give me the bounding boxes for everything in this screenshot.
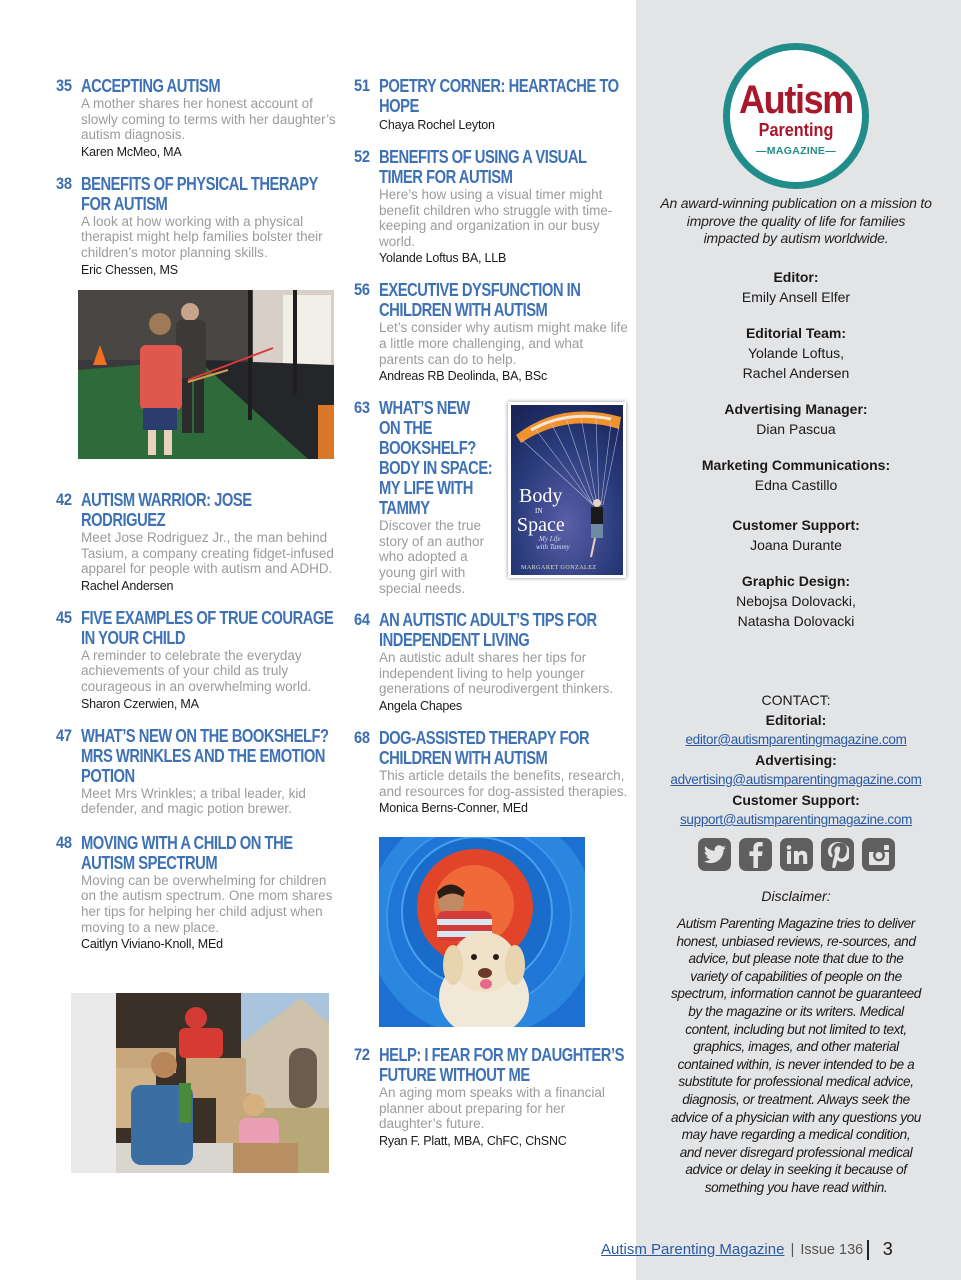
svg-text:IN: IN [535,507,543,515]
toc-entry[interactable] [56,833,336,952]
magazine-name-link[interactable]: Autism Parenting Magazine [601,1241,785,1258]
instagram-icon[interactable] [862,838,895,871]
article-title[interactable]: BENEFITS OF PHYSICAL THERAPY FOR AUTISM [81,173,318,214]
article-description: A reminder to celebrate the everyday achievements of your child as truly courageous in an overwhelming world. [81,647,312,694]
article-description: A mother shares her honest account of slowly coming to terms with her daughter’s autism diagnosis. [81,96,336,143]
page-number: 48 [56,832,72,852]
contact-section [660,690,932,830]
article-author: Karen McMeo, MA [81,144,182,159]
page-number: 47 [56,725,72,745]
page-number: 35 [56,76,72,95]
page-footer [601,1239,893,1260]
svg-text:with Tammy: with Tammy [536,543,570,551]
support-email-link[interactable]: support@autismparentingmagazine.com [679,812,913,827]
facebook-icon[interactable] [739,838,772,871]
social-icons [698,838,895,871]
contact-label: Editorial: [765,712,827,728]
staff-name: Nebojsa Dolovacki, [736,593,856,609]
footer-divider [867,1240,869,1260]
staff-role: Advertising Manager: [724,401,868,417]
article-author: Andreas RB Deolinda, BA, BSc [379,369,548,384]
article-title[interactable]: WHAT’S NEW ON THE BOOKSHELF? BODY IN SPACE: MY LIFE WITH TAMMY [379,398,493,519]
article-author: Yolande Loftus BA, LLB [379,251,507,266]
article-author: Ryan F. Platt, MBA, ChFC, ChSNC [379,1133,567,1148]
page-number: 72 [354,1045,370,1064]
staff-role: Editor: [773,269,819,285]
tagline: An award-winning publication on a mission to improve the quality of life for families impacted by autism worldwide. [660,195,932,246]
page-number: 51 [354,76,370,95]
toc-entry[interactable] [354,610,629,714]
footer-separator: | [790,1241,795,1258]
staff-role: Customer Support: [732,517,860,533]
toc-entry[interactable] [56,608,336,712]
autism-parenting-logo[interactable] [723,43,869,189]
article-description: Meet Jose Rodriguez Jr., the man behind Tasium, a company creating fidget-infused apparel for people with autism and ADHD. [81,530,334,577]
staff-name: Emily Ansell Elfer [741,289,851,305]
page-number: 56 [354,280,370,300]
disclaimer-heading: Disclaimer: [761,888,831,904]
toc-entry[interactable] [354,728,629,816]
moving-family-photo [71,993,329,1173]
article-title[interactable]: AUTISM WARRIOR: JOSE RODRIGUEZ [81,490,252,530]
issue-number: Issue 136 [800,1241,864,1258]
page-number: 68 [354,727,370,747]
article-description: A look at how working with a physical therapist might help families bolster their children’s motor planning skills. [81,213,323,260]
article-description: Let’s consider why autism might make life a little more challenging, and what parents can do to help. [379,320,628,367]
toc-entry[interactable] [56,76,336,160]
toc-entry[interactable] [354,76,629,133]
toc-entry[interactable] [354,280,629,384]
article-title[interactable]: EXECUTIVE DYSFUNCTION IN CHILDREN WITH AUTISM [379,280,581,321]
toc-entry[interactable] [56,726,336,817]
article-author: Sharon Czerwien, MA [81,696,199,711]
toc-entry[interactable] [56,490,336,594]
article-description: This article details the benefits, research, and resources for dog-assisted therapies. [379,767,628,799]
staff-name: Dian Pascua [756,421,836,437]
page-number: 52 [354,147,370,166]
dog-tunnel-photo [379,837,585,1027]
page-number: 42 [56,490,72,509]
article-title[interactable]: BENEFITS OF USING A VISUAL TIMER FOR AUTISM [379,147,587,187]
svg-text:Body: Body [519,485,563,507]
article-title[interactable]: ACCEPTING AUTISM [81,76,221,96]
article-author: Eric Chessen, MS [81,262,178,277]
staff-name: Yolande Loftus, [747,345,844,361]
page-number: 64 [354,610,370,630]
logo-line-parenting: Parenting [758,120,834,140]
page-number-footer: 3 [882,1239,893,1259]
toc-entry[interactable] [354,147,629,266]
advertising-email-link[interactable]: advertising@autismparentingmagazine.com [670,772,922,787]
toc-middle-column-lower [354,1045,629,1163]
svg-text:MARGARET GONZALEZ: MARGARET GONZALEZ [521,565,597,571]
article-description: An autistic adult shares her tips for independent living to help younger generations of neurodivergent thinkers. [379,650,614,697]
logo-line-magazine: —MAGAZINE— [756,145,836,157]
toc-entry[interactable] [354,1045,629,1149]
staff-list [660,267,932,631]
disclaimer-text: Autism Parenting Magazine tries to deliver honest, unbiased reviews, re-sources, and advice, but please note that due to the variety of capabilities of people on the spectrum, information cannot be guaranteed by the magazine or its writers. Medical content, including but not limited to text, graphics, images, and other material contained within, is never intended to be a substitute for professional medical advice, diagnosis, or treatment. Always seek the advice of a physician with any questions you may have regarding a medical condition, and never disregard professional medical advice or delay in seeking it because of something you have read within. [671,916,921,1195]
staff-role: Graphic Design: [741,573,851,589]
staff-name: Natasha Dolovacki [737,613,855,629]
toc-left-column-lower [56,490,336,966]
article-description: Moving can be overwhelming for children on the autism spectrum. One mom shares her tips for helping her child adjust when moving to a new place. [81,872,333,935]
linkedin-icon[interactable] [780,838,813,871]
article-title[interactable]: WHAT’S NEW ON THE BOOKSHELF? MRS WRINKLES AND THE EMOTION POTION [81,725,329,786]
editorial-email-link[interactable]: editor@autismparentingmagazine.com [685,732,907,747]
contact-heading: CONTACT: [761,692,831,708]
physical-therapy-photo [78,290,334,459]
article-title[interactable]: AN AUTISTIC ADULT’S TIPS FOR INDEPENDENT LIVING [379,610,597,651]
logo-line-autism: Autism [739,78,853,122]
staff-name: Rachel Andersen [742,365,850,381]
contact-label: Customer Support: [732,792,860,808]
toc-left-column [56,76,336,296]
article-title[interactable]: FIVE EXAMPLES OF TRUE COURAGE IN YOUR CHILD [81,607,334,648]
staff-role: Editorial Team: [745,325,847,341]
article-author: Rachel Andersen [81,578,174,593]
toc-entry[interactable] [56,174,336,278]
article-title[interactable]: DOG-ASSISTED THERAPY FOR CHILDREN WITH AUTISM [379,727,590,768]
staff-role: Marketing Communications: [701,457,891,473]
article-description: Discover the true story of an author who adopted a young girl with special needs. [379,518,485,596]
article-description: Here’s how using a visual timer might benefit children who struggle with time-keeping and organization in our busy world. [379,187,613,249]
staff-name: Edna Castillo [754,477,838,493]
book-cover-body-in-space [508,402,626,578]
article-title[interactable]: HELP: I FEAR FOR MY DAUGHTER’S FUTURE WITHOUT ME [379,1045,624,1085]
svg-text:Space: Space [517,514,565,536]
svg-text:My Life: My Life [539,535,561,543]
article-author: Caitlyn Viviano-Knoll, MEd [81,937,223,952]
article-title[interactable]: MOVING WITH A CHILD ON THE AUTISM SPECTRUM [81,832,293,873]
pinterest-icon[interactable] [821,838,854,871]
page-number: 63 [354,398,370,418]
article-description: Meet Mrs Wrinkles; a tribal leader, kid defender, and magic potion brewer. [81,785,306,817]
twitter-icon[interactable] [698,838,731,871]
article-author: Angela Chapes [379,698,462,713]
page-number: 38 [56,173,72,193]
staff-name: Joana Durante [750,537,842,553]
article-description: An aging mom speaks with a financial planner about preparing for her daughter’s future. [379,1085,605,1132]
page-number: 45 [56,607,72,627]
contact-label: Advertising: [755,752,837,768]
article-author: Chaya Rochel Leyton [379,118,495,132]
article-title[interactable]: POETRY CORNER: HEARTACHE TO HOPE [379,76,619,116]
article-author: Monica Berns-Conner, MEd [379,801,528,816]
